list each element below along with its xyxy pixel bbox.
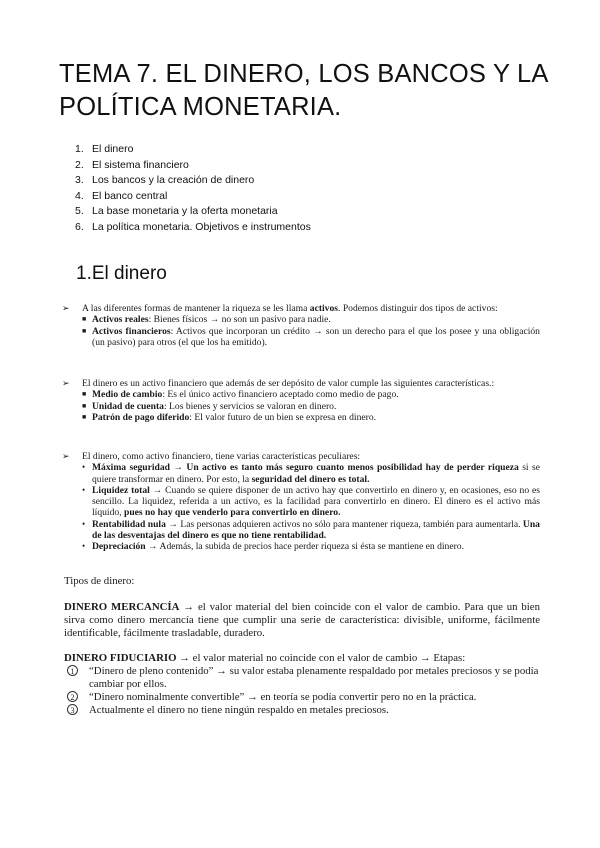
list-item: 1 “Dinero de pleno contenido” → su valor estaba plenamente respaldado por metales preciosos y se podía cambiar por ellos. [64,665,540,691]
toc-item: 5. La base monetaria y la oferta monetaria [75,205,278,218]
paragraph-peculiares: ➢ El dinero, como activo financiero, tiene varias características peculiares: • Máxima seguridad → Un activo es tanto más seguro cuanto menos posibilidad hay de perder riqueza si se quiere transformar en dinero. Por esto, la seguridad del dinero es total. • Liquidez total → Cuando se quiere disponer de un activo hay que convertirlo en dinero y, en ocasiones, eso no es sencillo. La liquidez, referida a un activo, es la facilidad para convertirlo en dinero. El dinero es el activo más líquido, pues no hay que venderlo para convertirlo en dinero. • Rentabilidad nula → Las personas adquieren activos no sólo para mantener riqueza, también para aumentarla. Una de las desventajas del dinero es que no tiene rentabilidad. • Depreciación → Además, la subida de precios hace perder riqueza si ésta se mantiene en dinero. [62,451,540,553]
square-bullet-icon: ■ [82,315,87,324]
dot-bullet-icon: • [82,518,86,529]
toc-item: 4. El banco central [75,189,168,202]
list-item: ■ Activos reales: Bienes físicos → no son un pasivo para nadie. [82,314,331,326]
list-item: ■ Activos financieros: Activos que incorporan un crédito → son un derecho para el que los posee y una obligación (un pasivo) para otros (el que los ha emitido). [82,325,540,348]
dot-bullet-icon: • [82,462,86,473]
list-item: 2 “Dinero nominalmente convertible” → en teoría se podía convertir pero no en la práctica. [64,691,540,704]
dinero-mercancia: DINERO MERCANCÍA → el valor material del bien coincide con el valor de cambio. Para que un bien sirva como dinero mercancía tiene que cumplir una serie de característica: divisible, uniforme, fácilmente identificable, fácilmente trasladable, duradero. [64,601,540,639]
list-item: ■ Unidad de cuenta: Los bienes y servicios se valoran en dinero. [82,400,337,412]
dot-bullet-icon: • [82,541,86,552]
list-item: • Rentabilidad nula → Las personas adquieren activos no sólo para mantener riqueza, también para aumentarla. Una de las desventajas del dinero es que no tiene rentabilidad. [82,518,540,542]
list-item: 3 Actualmente el dinero no tiene ningún respaldo en metales preciosos. [64,704,540,717]
toc-item: 1. El dinero [75,143,134,155]
section-heading: 1.El dinero [76,263,167,284]
table-of-contents [75,142,311,236]
toc-item: 3. Los bancos y la creación de dinero [75,174,255,187]
toc-item: 6. La política monetaria. Objetivos e instrumentos [75,220,311,233]
tipos-label: Tipos de dinero: [64,575,135,587]
list-item: ■ Patrón de pago diferido: El valor futuro de un bien se expresa en dinero. [82,411,377,423]
square-bullet-icon: ■ [82,401,87,410]
paragraph-caracteristicas: ➢ El dinero es un activo financiero que además de ser depósito de valor cumple las siguientes características.: ■ Medio de cambio: Es el único activo financiero aceptado como medio de pago. ■ Unidad de cuenta: Los bienes y servicios se valoran en dinero. ■ Patrón de pago diferido: El valor futuro de un bien se expresa en dinero. [62,378,540,423]
paragraph-activos: ➢ A las diferentes formas de mantener la riqueza se les llama activos. Podemos distinguir dos tipos de activos: ■ Activos reales: Bienes físicos → no son un pasivo para nadie. ■ Activos financieros: Activos que incorporan un crédito → son un derecho para el que los posee y una obligación (un pasivo) para otros (el que los ha emitido). [62,303,540,348]
square-bullet-icon: ■ [82,412,87,421]
list-item: • Liquidez total → Cuando se quiere disponer de un activo hay que convertirlo en dinero y, en ocasiones, eso no es sencillo. La liquidez, referida a un activo, es la facilidad para convertirlo en dinero. El dinero es el activo más líquido, pues no hay que venderlo para convertirlo en dinero. [82,484,540,519]
toc-item: 2. El sistema financiero [75,158,189,171]
dinero-fiduciario: DINERO FIDUCIARIO → el valor material no coincide con el valor de cambio → Etapas: 1 “Dinero de pleno contenido” → su valor estaba plenamente respaldado por metales preciosos y se podía cambiar por ellos. 2 “Dinero nominalmente convertible” → en teoría se podía convertir pero no en la práctica. 3 Actualmente el dinero no tiene ningún respaldo en metales preciosos. [64,652,539,716]
dot-bullet-icon: • [82,484,86,495]
arrow-bullet-icon: ➢ [62,378,70,388]
arrow-bullet-icon: ➢ [62,303,70,313]
list-item: • Depreciación → Además, la subida de precios hace perder riqueza si ésta se mantiene en dinero. [82,541,464,553]
arrow-bullet-icon: ➢ [62,451,70,461]
document-title: TEMA 7. EL DINERO, LOS BANCOS Y LA POLÍTICA MONETARIA. [59,60,548,121]
list-item: ■ Medio de cambio: Es el único activo financiero aceptado como medio de pago. [82,389,399,401]
list-item: • Máxima seguridad → Un activo es tanto más seguro cuanto menos posibilidad hay de perder riqueza si se quiere transformar en dinero. Por esto, la seguridad del dinero es total. [82,462,540,485]
square-bullet-icon: ■ [82,390,87,399]
square-bullet-icon: ■ [82,326,87,335]
